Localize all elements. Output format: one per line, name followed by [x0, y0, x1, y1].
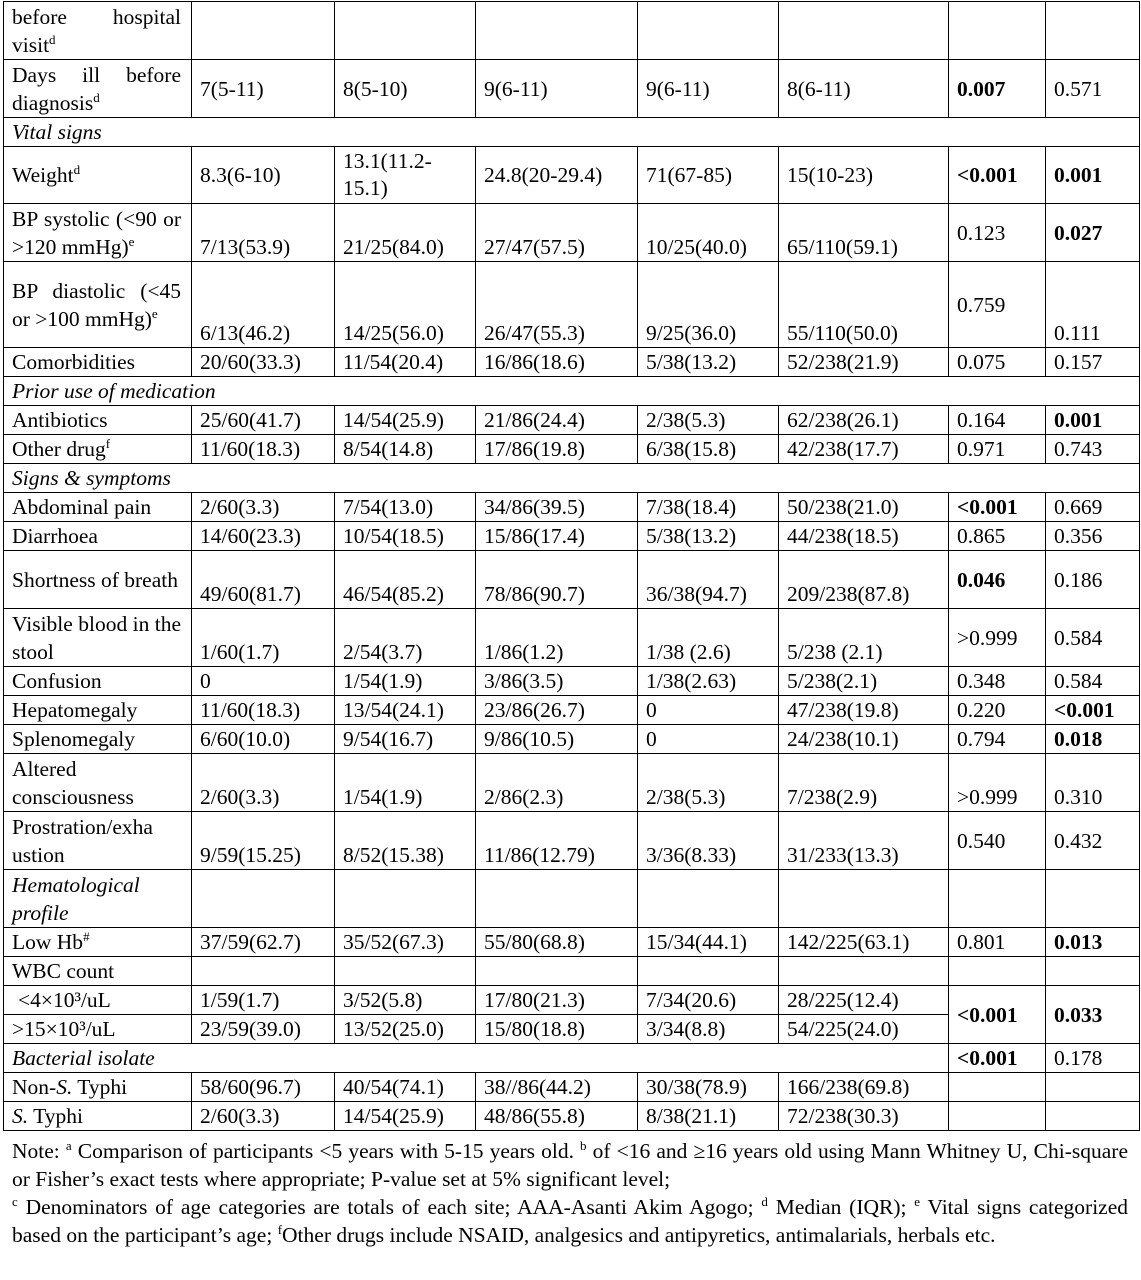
p-value-b: 0.157 [1046, 348, 1140, 377]
row-label: Abdominal pain [4, 493, 192, 522]
cell-5to10: 13/52(25.0) [335, 1015, 476, 1044]
cell-total: 5/238(2.1) [779, 667, 949, 696]
cell-5to10: 35/52(67.3) [335, 928, 476, 957]
cell-total: 5/238 (2.1) [779, 609, 949, 667]
cell-11to15: 23/86(26.7) [476, 696, 638, 725]
p-value-b: 0.018 [1046, 725, 1140, 754]
cell-11to15: 48/86(55.8) [476, 1102, 638, 1131]
cell-11to15: 21/86(24.4) [476, 406, 638, 435]
p-value-b: 0.178 [1046, 1044, 1140, 1073]
cell-16plus: 3/34(8.8) [638, 1015, 779, 1044]
row-label: Splenomegaly [4, 725, 192, 754]
section-row [4, 464, 1140, 493]
cell-5to10: 14/25(56.0) [335, 262, 476, 348]
row-label: WBC count [4, 957, 192, 986]
cell-11to15: 24.8(20-29.4) [476, 147, 638, 204]
cell-under5: 11/60(18.3) [192, 696, 335, 725]
p-value-a: >0.999 [949, 609, 1046, 667]
row-label: Weight$^d$ [4, 147, 192, 204]
p-value-a: 0.075 [949, 348, 1046, 377]
cell-5to10: 7/54(13.0) [335, 493, 476, 522]
cell-16plus: 7/34(20.6) [638, 986, 779, 1015]
p-value-b: 0.111 [1046, 262, 1140, 348]
table-row [4, 957, 1140, 986]
cell-total: 62/238(26.1) [779, 406, 949, 435]
row-label: Hepatomegaly [4, 696, 192, 725]
cell-total: 44/238(18.5) [779, 522, 949, 551]
cell-11to15: 34/86(39.5) [476, 493, 638, 522]
p-value-a: 0.007 [949, 60, 1046, 118]
cell-16plus: 6/38(15.8) [638, 435, 779, 464]
cell-11to15: 9/86(10.5) [476, 725, 638, 754]
cell-under5: 1/60(1.7) [192, 609, 335, 667]
table-row [4, 928, 1140, 957]
p-value-a: 0.123 [949, 204, 1046, 262]
table-row [4, 609, 1140, 667]
cell-under5: 6/13(46.2) [192, 262, 335, 348]
cell-total: 42/238(17.7) [779, 435, 949, 464]
cell-total: 24/238(10.1) [779, 725, 949, 754]
cell-11to15: 27/47(57.5) [476, 204, 638, 262]
cell-5to10: 1/54(1.9) [335, 754, 476, 812]
table-row [4, 1102, 1140, 1131]
p-value-b: 0.571 [1046, 60, 1140, 118]
cell-16plus: 7/38(18.4) [638, 493, 779, 522]
p-value-a: 0.164 [949, 406, 1046, 435]
cell-under5: 20/60(33.3) [192, 348, 335, 377]
cell-16plus: 3/36(8.33) [638, 812, 779, 870]
p-value-a: <0.001 [949, 1044, 1046, 1073]
cell-total: 47/238(19.8) [779, 696, 949, 725]
table-row [4, 204, 1140, 262]
cell-16plus: 1/38 (2.6) [638, 609, 779, 667]
p-value-b: 0.743 [1046, 435, 1140, 464]
section-title: Hematological profile [4, 870, 192, 928]
cell-total: 28/225(12.4) [779, 986, 949, 1015]
footnote-paragraph-2: $^c$ Denominators of age categories are totals of each site; AAA-Asanti Akim Agogo; $^d$ Median (IQR); $^e$ Vital signs categorized based on the participant’s age; $^f$Other drugs include NSAID, analgesics and antipyretics, antimalarials, herbals etc. [12, 1193, 1129, 1247]
cell-5to10: 13/54(24.1) [335, 696, 476, 725]
cell-11to15: 11/86(12.79) [476, 812, 638, 870]
cell-16plus: 2/38(5.3) [638, 406, 779, 435]
p-value-b: 0.432 [1046, 812, 1140, 870]
cell-11to15: 17/80(21.3) [476, 986, 638, 1015]
p-value-b: 0.013 [1046, 928, 1140, 957]
cell-under5: 0 [192, 667, 335, 696]
cell-under5: 37/59(62.7) [192, 928, 335, 957]
cell-5to10: 9/54(16.7) [335, 725, 476, 754]
table-row [4, 493, 1140, 522]
cell-16plus: 0 [638, 725, 779, 754]
row-label: Altered consciousness [4, 754, 192, 812]
table-row [4, 435, 1140, 464]
cell-under5: 25/60(41.7) [192, 406, 335, 435]
row-label: >15×10³/uL [4, 1015, 192, 1044]
row-label: Comorbidities [4, 348, 192, 377]
row-label: Confusion [4, 667, 192, 696]
table-row [4, 147, 1140, 204]
cell-5to10: 8/52(15.38) [335, 812, 476, 870]
table-row [4, 60, 1140, 118]
cell-total: 52/238(21.9) [779, 348, 949, 377]
cell-total: 7/238(2.9) [779, 754, 949, 812]
row-label: S. Typhi [4, 1102, 192, 1131]
cell-under5: 1/59(1.7) [192, 986, 335, 1015]
cell-16plus: 5/38(13.2) [638, 348, 779, 377]
p-value-b: 0.584 [1046, 609, 1140, 667]
cell-under5: 14/60(23.3) [192, 522, 335, 551]
cell-total: 65/110(59.1) [779, 204, 949, 262]
cell-under5: 8.3(6-10) [192, 147, 335, 204]
cell-11to15: 2/86(2.3) [476, 754, 638, 812]
cell-total: 142/225(63.1) [779, 928, 949, 957]
row-label: Antibiotics [4, 406, 192, 435]
cell-under5: 7(5-11) [192, 60, 335, 118]
p-value-b: 0.027 [1046, 204, 1140, 262]
p-value-a: 0.220 [949, 696, 1046, 725]
cell-total: 15(10-23) [779, 147, 949, 204]
results-table [3, 1, 1140, 1131]
p-value-a: >0.999 [949, 754, 1046, 812]
p-value-a: 0.971 [949, 435, 1046, 464]
cell-5to10: 46/54(85.2) [335, 551, 476, 609]
cell-5to10: 21/25(84.0) [335, 204, 476, 262]
cell-16plus: 9/25(36.0) [638, 262, 779, 348]
table-row [4, 667, 1140, 696]
p-value-a: 0.794 [949, 725, 1046, 754]
cell-total: 8(6-11) [779, 60, 949, 118]
cell-11to15: 15/80(18.8) [476, 1015, 638, 1044]
cell-11to15: 17/86(19.8) [476, 435, 638, 464]
p-value-a: 0.759 [949, 262, 1046, 348]
cell-11to15: 3/86(3.5) [476, 667, 638, 696]
section-title: Prior use of medication [4, 377, 1140, 406]
table-row [4, 2, 1140, 60]
cell-under5: 2/60(3.3) [192, 754, 335, 812]
p-value-a: <0.001 [949, 147, 1046, 204]
p-value-b: 0.310 [1046, 754, 1140, 812]
cell-16plus: 2/38(5.3) [638, 754, 779, 812]
table-row [4, 522, 1140, 551]
cell-under5: 11/60(18.3) [192, 435, 335, 464]
table-footnote [12, 1137, 1128, 1249]
cell-16plus: 71(67-85) [638, 147, 779, 204]
row-label: BP systolic (<90 or >120 mmHg)$^e$ [4, 204, 192, 262]
row-label: <4×10³/uL [4, 986, 192, 1015]
cell-11to15: 26/47(55.3) [476, 262, 638, 348]
cell-16plus: 10/25(40.0) [638, 204, 779, 262]
cell-total: 50/238(21.0) [779, 493, 949, 522]
p-value-a: <0.001 [949, 493, 1046, 522]
table-row [4, 1073, 1140, 1102]
p-value-b: 0.001 [1046, 406, 1140, 435]
row-label: BP diastolic (<45 or >100 mmHg)$^e$ [4, 262, 192, 348]
p-value-a: 0.865 [949, 522, 1046, 551]
cell-11to15: 55/80(68.8) [476, 928, 638, 957]
cell-11to15: 9(6-11) [476, 60, 638, 118]
p-value-b: 0.001 [1046, 147, 1140, 204]
row-label: Non-S. Typhi [4, 1073, 192, 1102]
p-value-a: 0.046 [949, 551, 1046, 609]
cell-under5: 49/60(81.7) [192, 551, 335, 609]
cell-under5: 58/60(96.7) [192, 1073, 335, 1102]
row-label: Low Hb# [4, 928, 192, 957]
section-row [4, 1044, 1140, 1073]
cell-total: 54/225(24.0) [779, 1015, 949, 1044]
cell-16plus: 15/34(44.1) [638, 928, 779, 957]
section-title: Bacterial isolate [4, 1044, 949, 1073]
cell-5to10: 8(5-10) [335, 60, 476, 118]
cell-under5: 9/59(15.25) [192, 812, 335, 870]
section-row [4, 870, 1140, 928]
cell-5to10: 40/54(74.1) [335, 1073, 476, 1102]
table-row [4, 812, 1140, 870]
cell-5to10: 13.1(11.2- 15.1) [335, 147, 476, 204]
cell-16plus: 9(6-11) [638, 60, 779, 118]
table-row [4, 348, 1140, 377]
table-row [4, 551, 1140, 609]
footnote-paragraph-1: Note: $^a$ Comparison of participants <5 years with 5-15 years old. $^b$ of <16 and ≥16 years old using Mann Whitney U, Chi-square or Fisher’s exact tests where appropriate; P-value set at 5% significant level; [12, 1137, 1128, 1191]
row-label: before hospital visit$^d$ [4, 2, 192, 60]
section-title: Vital signs [4, 118, 1140, 147]
p-value-a: 0.348 [949, 667, 1046, 696]
section-title: Signs & symptoms [4, 464, 1140, 493]
section-row [4, 377, 1140, 406]
cell-under5: 7/13(53.9) [192, 204, 335, 262]
table-row [4, 696, 1140, 725]
table-row [4, 262, 1140, 348]
p-value-a: 0.801 [949, 928, 1046, 957]
cell-5to10: 1/54(1.9) [335, 667, 476, 696]
p-value-b: 0.033 [1046, 986, 1140, 1044]
table-row [4, 754, 1140, 812]
p-value-b: 0.186 [1046, 551, 1140, 609]
cell-under5: 2/60(3.3) [192, 493, 335, 522]
cell-16plus: 1/38(2.63) [638, 667, 779, 696]
row-label: Visible blood in the stool [4, 609, 192, 667]
row-label: Prostration/exha ustion [4, 812, 192, 870]
cell-total: 55/110(50.0) [779, 262, 949, 348]
row-label: Shortness of breath [4, 551, 192, 609]
cell-under5: 2/60(3.3) [192, 1102, 335, 1131]
table-row [4, 406, 1140, 435]
p-value-b: <0.001 [1046, 696, 1140, 725]
cell-11to15: 38//86(44.2) [476, 1073, 638, 1102]
cell-under5: 6/60(10.0) [192, 725, 335, 754]
table-row [4, 725, 1140, 754]
cell-5to10: 14/54(25.9) [335, 1102, 476, 1131]
cell-5to10: 3/52(5.8) [335, 986, 476, 1015]
cell-11to15: 15/86(17.4) [476, 522, 638, 551]
cell-total: 31/233(13.3) [779, 812, 949, 870]
cell-11to15: 16/86(18.6) [476, 348, 638, 377]
cell-total: 72/238(30.3) [779, 1102, 949, 1131]
cell-total: 166/238(69.8) [779, 1073, 949, 1102]
cell-5to10: 8/54(14.8) [335, 435, 476, 464]
cell-11to15: 78/86(90.7) [476, 551, 638, 609]
section-row [4, 118, 1140, 147]
cell-total: 209/238(87.8) [779, 551, 949, 609]
cell-16plus: 8/38(21.1) [638, 1102, 779, 1131]
cell-16plus: 30/38(78.9) [638, 1073, 779, 1102]
cell-16plus: 5/38(13.2) [638, 522, 779, 551]
p-value-b: 0.356 [1046, 522, 1140, 551]
cell-16plus: 36/38(94.7) [638, 551, 779, 609]
p-value-b: 0.669 [1046, 493, 1140, 522]
p-value-a: <0.001 [949, 986, 1046, 1044]
row-label: Other drug$^f$ [4, 435, 192, 464]
cell-5to10: 10/54(18.5) [335, 522, 476, 551]
cell-under5: 23/59(39.0) [192, 1015, 335, 1044]
table-row [4, 986, 1140, 1015]
row-label: Days ill before diagnosis$^d$ [4, 60, 192, 118]
cell-16plus: 0 [638, 696, 779, 725]
cell-5to10: 2/54(3.7) [335, 609, 476, 667]
row-label: Diarrhoea [4, 522, 192, 551]
cell-11to15: 1/86(1.2) [476, 609, 638, 667]
cell-5to10: 14/54(25.9) [335, 406, 476, 435]
p-value-b: 0.584 [1046, 667, 1140, 696]
p-value-a: 0.540 [949, 812, 1046, 870]
cell-5to10: 11/54(20.4) [335, 348, 476, 377]
